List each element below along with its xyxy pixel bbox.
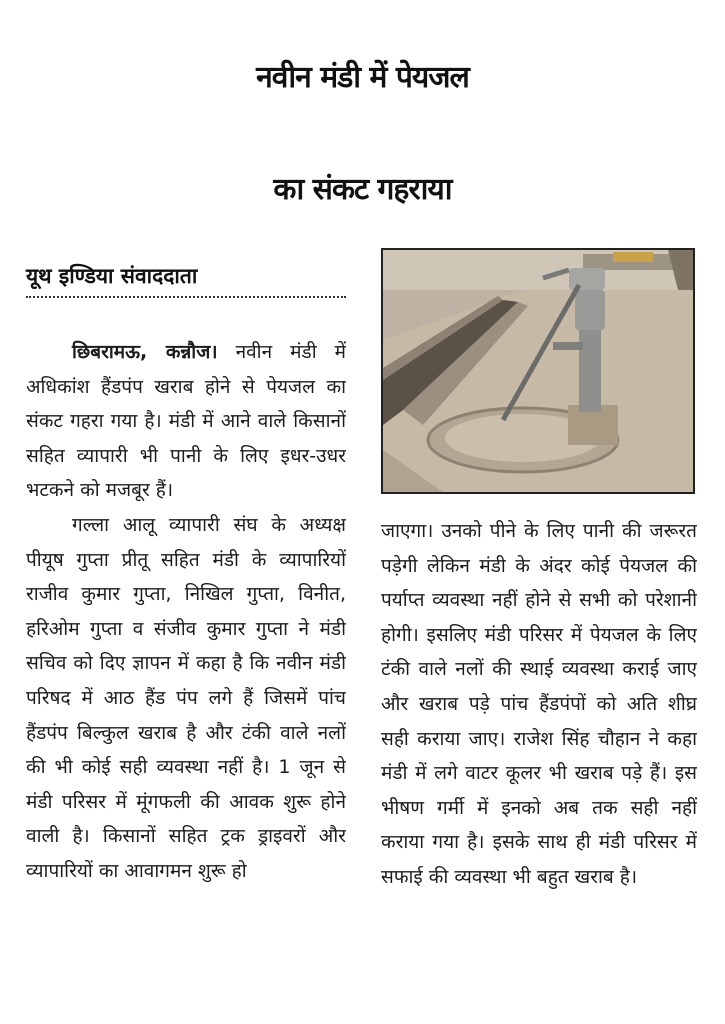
byline: यूथ इण्डिया संवाददाता bbox=[26, 262, 346, 298]
lead-paragraph bbox=[26, 335, 346, 508]
article-column-2 bbox=[381, 514, 697, 1024]
headline-line-1: नवीन मंडी में पेयजल bbox=[256, 60, 469, 95]
lead-text: नवीन मंडी में अधिकांश हैंडपंप खराब होने से पेयजल का संकट गहरा गया है। मंडी में आने वाले किसानों सहित व्यापारी भी पानी के लिए इधर-उधर भटकने को मजबूर हैं। bbox=[26, 341, 346, 502]
dateline: छिबरामऊ, कन्नौज। bbox=[72, 341, 218, 363]
hand-pump-illustration bbox=[383, 250, 693, 492]
body-paragraph-2: गल्ला आलू व्यापारी संघ के अध्यक्ष पीयूष गुप्ता प्रीतू सहित मंडी के व्यापारियों राजीव कुमार गुप्ता, निखिल गुप्ता, विनीत, हरिओम गुप्ता व संजीव कुमार गुप्ता ने मंडी सचिव को दिए ज्ञापन में कहा है कि नवीन मंडी परिषद में आठ हैंड पंप लगे हैं जिसमें पांच हैंडपंप बिल्कुल खराब है और टंकी वाले नलों की भी कोई सही व्यवस्था नहीं है। 1 जून से मंडी परिसर में मूंगफली की आवक शुरू होने वाली है। किसानों सहित ट्रक ड्राइवरों और व्यापारियों का आवागमन शुरू हो bbox=[26, 513, 346, 882]
article-column-1 bbox=[26, 335, 346, 1024]
headline-line-2: का संकट गहराया bbox=[273, 172, 452, 207]
body-paragraph-continued: जाएगा। उनको पीने के लिए पानी की जरूरत पड़ेगी लेकिन मंडी के अंदर कोई पेयजल की पर्याप्त व्यवस्था नहीं होने से सभी को परेशानी होगी। इसलिए मंडी परिसर में पेयजल के लिए टंकी वाले नलों की स्थाई व्यवस्था कराई जाए और खराब पड़े पांच हैंडपंपों को अति शीघ्र सही कराया जाए। राजेश सिंह चौहान ने कहा मंडी में लगे वाटर कूलर भी खराब पड़े हैं। इस भीषण गर्मी में इनको अब तक सही नहीं कराया गया है। इसके साथ ही मंडी परिसर में सफाई की व्यवस्था भी बहुत खराब है। bbox=[381, 520, 697, 888]
hand-pump-photo bbox=[381, 248, 695, 494]
